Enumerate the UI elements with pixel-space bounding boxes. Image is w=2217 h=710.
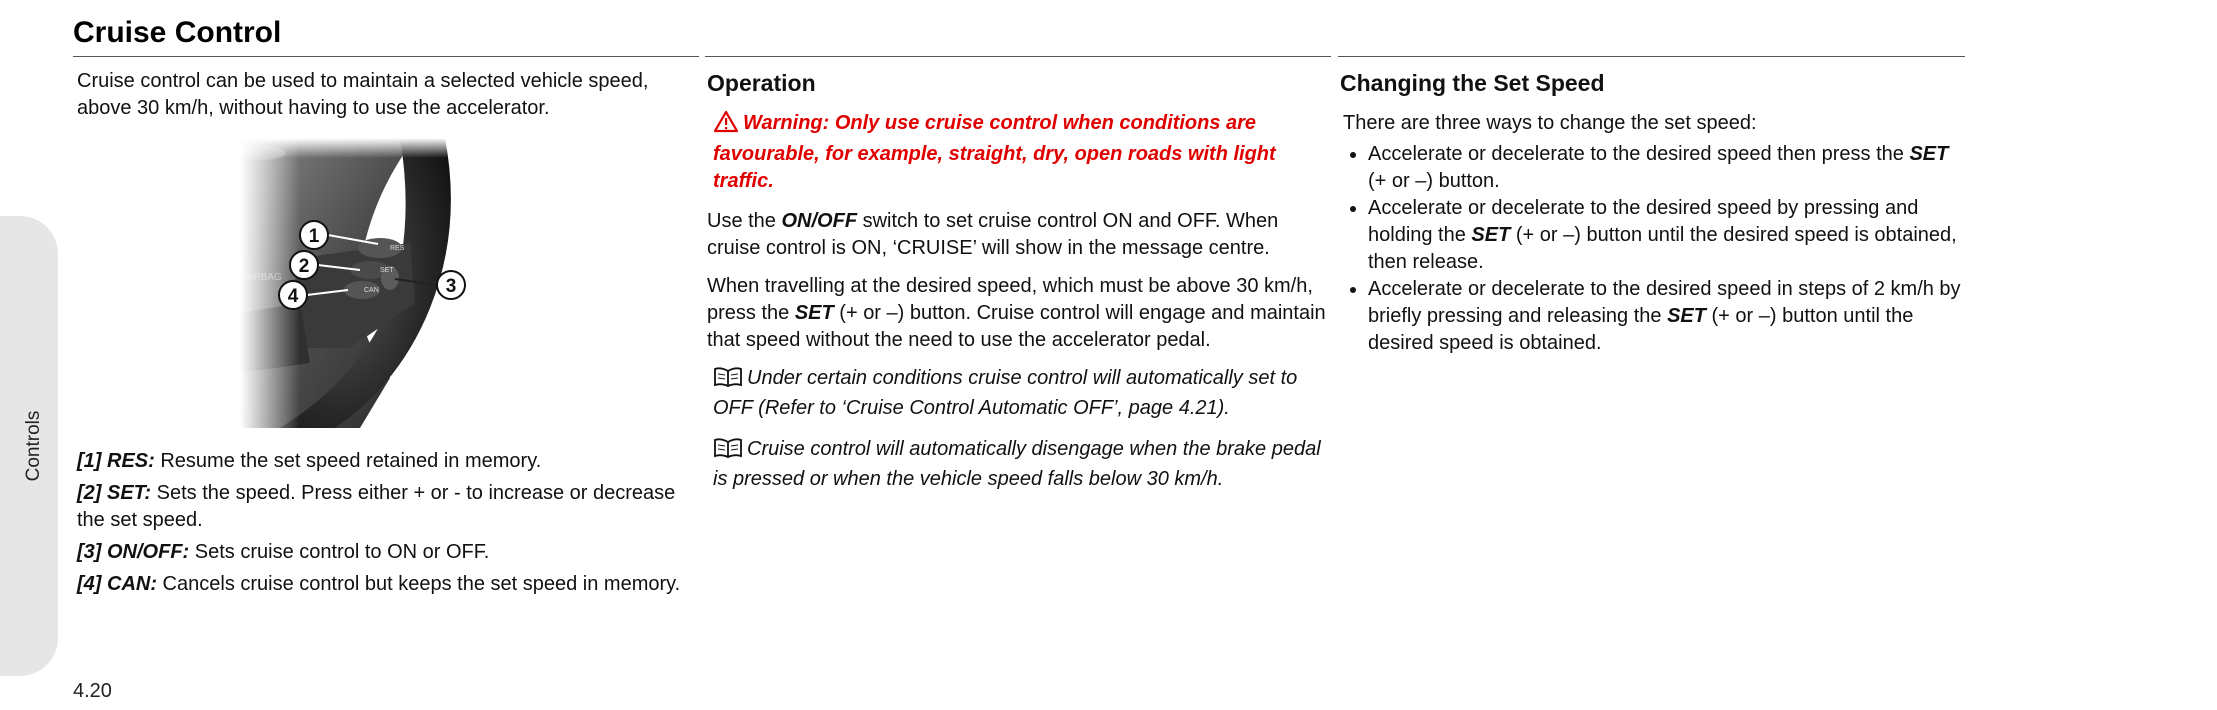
set-switch-label: SET [380,267,394,274]
operation-heading: Operation [707,70,816,96]
definition-on-off: [3] ON/OFF: Sets cruise control to ON or OFF. [77,541,490,563]
can-switch-label: CAN [364,287,379,294]
column-rule-2 [705,56,1331,57]
list-item: • Accelerate or decelerate to the desired speed then press the SET (+ or –) button. [1368,141,1965,195]
chapter-tab-label: Controls [23,410,44,482]
list-item: • Accelerate or decelerate to the desired speed by pressing and holding the SET (+ or –) button until the desired speed is obtained, then release. [1368,195,1965,276]
column-rule-3 [1338,56,1965,57]
intro-paragraph: Cruise control can be used to maintain a selected vehicle speed, above 30 km/h, without having to use the accelerator. [77,70,649,119]
callout-3 [437,271,465,299]
note-disengage: Cruise control will automatically disengage when the brake pedal is pressed or when the vehicle speed falls below 30 km/h. [713,438,1321,490]
list-item: • Accelerate or decelerate to the desired speed in steps of 2 km/h by briefly pressing and releasing the SET (+ or –) button until the desired speed is obtained. [1368,276,1965,357]
svg-text:3: 3 [445,276,457,297]
set-speed-paragraph: When travelling at the desired speed, which must be above 30 km/h, press the SET (+ or –) button. Cruise control will engage and maintain that speed without the need to use the accelerator pedal. [707,275,1326,351]
page-title: Cruise Control [73,16,282,49]
column-rule-1 [73,56,699,57]
steering-wheel-illustration [240,138,530,428]
column-2 [707,68,1329,507]
svg-text:4: 4 [287,286,299,307]
on-off-paragraph: Use the ON/OFF switch to set cruise control ON and OFF. When cruise control is ON, ‘CRUISE’ will show in the message centre. [707,210,1279,259]
ways-intro: There are three ways to change the set speed: [1343,112,1757,134]
changing-set-speed-heading: Changing the Set Speed [1340,70,1605,96]
svg-text:1: 1 [308,226,320,247]
definition-set: [2] SET: Sets the speed. Press either + or - to increase or decrease the set speed. [77,482,676,531]
book-note-icon [713,367,743,395]
note-automatic-off: Under certain conditions cruise control will automatically set to OFF (Refer to ‘Cruise Control Automatic OFF’, page 4.21). [713,367,1298,419]
definition-res: [1] RES: Resume the set speed retained in memory. [77,450,542,472]
warning-text: Warning: Only use cruise control when conditions are favourable, for example, straight, dry, open roads with light traffic. [713,112,1276,192]
steering-wheel-figure [240,138,530,428]
warning-block [713,110,1329,195]
callout-1 [300,221,328,249]
res-switch-label: RES [390,245,405,252]
callout-2 [290,251,318,279]
switch-definitions [77,448,702,598]
page-number: 4.20 [73,680,112,702]
warning-triangle-icon [713,110,739,141]
svg-text:2: 2 [298,256,310,277]
column-3 [1340,68,1965,357]
definition-can: [4] CAN: Cancels cruise control but keeps the set speed in memory. [77,573,681,595]
callout-4 [279,281,307,309]
book-note-icon [713,438,743,466]
ways-list [1340,141,1965,357]
column-1 [77,68,702,603]
